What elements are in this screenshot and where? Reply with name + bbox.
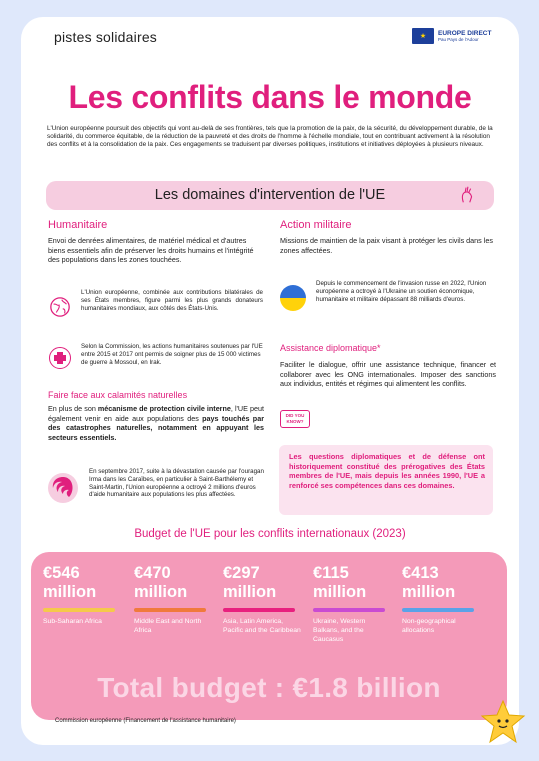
militaire-text: Missions de maintien de la paix visant à protéger les civils dans les zones affectées. xyxy=(280,236,493,255)
page-title: Les conflits dans le monde xyxy=(68,79,472,115)
budget-label: Middle East and North Africa xyxy=(134,618,202,634)
budget-amount: €297 xyxy=(223,564,260,582)
calamites-title: Faire face aux calamités naturelles xyxy=(48,390,188,400)
budget-amount: €413 xyxy=(402,564,439,582)
militaire-title: Action militaire xyxy=(280,219,352,231)
budget-item xyxy=(402,564,486,635)
budget-item xyxy=(313,564,395,644)
diplomatique-highlight: Les questions diplomatiques et de défense ont historiquement constitué des prérogatives des États membres de l'UE, mais depuis les années 1990, l'UE a renforcé ses compétences dans ces domaines. xyxy=(289,452,485,491)
budget-item xyxy=(43,564,127,626)
medical-cross-icon xyxy=(49,347,71,369)
calamites-fact: En septembre 2017, suite à la dévastation causée par l'ouragan Irma dans les Caraïbes, en particulier à Saint-Barthélemy et Saint-Martin, l'Union européenne a octroyé 2 millions d'euros d'aide humanitaire aux populations les plus affectées. xyxy=(89,468,264,499)
europe-direct-logo xyxy=(412,28,491,44)
budget-label: Asia, Latin America, Pacific and the Caribbean xyxy=(223,618,301,634)
calamites-text-bold-2: pays touchés par des catastrophes naturelles, notamment en appuyant les secteurs essentiels. xyxy=(48,413,264,442)
budget-label: Non-geographical allocations xyxy=(402,618,456,634)
eu-title: EUROPE DIRECT xyxy=(438,30,492,37)
budget-title: Budget de l'UE pour les conflits internationaux (2023) xyxy=(134,528,406,540)
humanitaire-fact-1: L'Union européenne, combinée aux contributions bilatérales de ses États membres, figure parmi les plus grands donateurs humanitaires mondiaux, aux côtés des États-Unis. xyxy=(81,289,263,312)
humanitaire-fact-2: Selon la Commission, les actions humanitaires soutenues par l'UE entre 2015 et 2017 ont permis de soigner plus de 15 000 victimes de guerre à Mossoul, en Irak. xyxy=(81,343,263,366)
section-banner xyxy=(46,181,494,210)
budget-unit: million xyxy=(223,583,277,601)
peace-hand-icon xyxy=(456,184,478,206)
budget-color-bar xyxy=(134,608,206,612)
budget-amount: €115 xyxy=(313,564,349,582)
star-mascot-icon xyxy=(478,697,528,747)
budget-unit: million xyxy=(43,583,97,601)
budget-amount: €470 xyxy=(134,564,171,582)
budget-unit: million xyxy=(402,583,456,601)
banner-title: Les domaines d'intervention de l'UE xyxy=(154,187,386,203)
did-you-know-badge: DID YOU KNOW? xyxy=(280,410,310,428)
budget-label: Sub-Saharan Africa xyxy=(43,618,102,625)
eu-flag-icon: ★ xyxy=(412,28,434,44)
budget-color-bar xyxy=(43,608,115,612)
budget-amount: €546 xyxy=(43,564,80,582)
budget-unit: million xyxy=(313,583,367,601)
budget-color-bar xyxy=(223,608,295,612)
ukraine-flag-icon xyxy=(280,285,306,311)
humanitaire-text: Envoi de denrées alimentaires, de matériel médical et d'autres biens essentiels afin de préserver les droits humains et l'intégrité des populations dans les zones touchées. xyxy=(48,236,254,264)
budget-color-bar xyxy=(402,608,474,612)
budget-item xyxy=(223,564,305,635)
globe-icon xyxy=(49,296,71,318)
diplomatique-text: Faciliter le dialogue, offrir une assistance technique, financer et collaborer avec les ONG internationales. Imposer des sanctions aux individus, entités et régimes qui alimentent les conflits. xyxy=(280,360,496,388)
budget-panel xyxy=(31,552,507,720)
calamites-text-mid: , l'UE peut également venir en aide aux populations des xyxy=(48,404,264,423)
budget-color-bar xyxy=(313,608,385,612)
calamites-text-pre: En plus de son xyxy=(48,404,98,413)
total-budget: Total budget : €1.8 billion xyxy=(97,672,441,703)
source-footer: Commission européenne (Financement de l'assistance humanitaire) xyxy=(55,718,236,724)
calamites-text-bold-1: mécanisme de protection civile interne xyxy=(97,404,231,413)
militaire-fact: Depuis le commencement de l'invasion russe en 2022, l'Union européenne a octroyé à l'Ukraine un soutien économique, humanitaire et militaire dépassant 88 milliards d'euros. xyxy=(316,280,487,303)
poster xyxy=(21,17,519,745)
brand-logo: pistes solidaires xyxy=(54,29,157,45)
hurricane-icon xyxy=(46,471,80,505)
humanitaire-title: Humanitaire xyxy=(48,219,108,231)
budget-item xyxy=(134,564,214,635)
intro-text: L'Union européenne poursuit des objectifs qui vont au-delà de ses frontières, tels que la promotion de la paix, de la sécurité, du développement durable, de la solidarité, du commerce équitable, de la réduction de la pauvreté et des droits de l'homme à l'échelle mondiale, tout en contribuant activement à la résolution des conflits et à la consolidation de la paix. Ces engagements se traduisent par diverses politiques, institutions et initiatives déployées à plusieurs niveaux. xyxy=(47,125,493,149)
budget-label: Ukraine, Western Balkans, and the Caucasus xyxy=(313,618,366,643)
calamites-text xyxy=(48,404,264,442)
budget-unit: million xyxy=(134,583,188,601)
eu-subtitle: Pau Pays de l'Adour xyxy=(438,37,479,42)
highlight-box xyxy=(279,445,493,515)
diplomatique-title: Assistance diplomatique* xyxy=(280,343,381,353)
